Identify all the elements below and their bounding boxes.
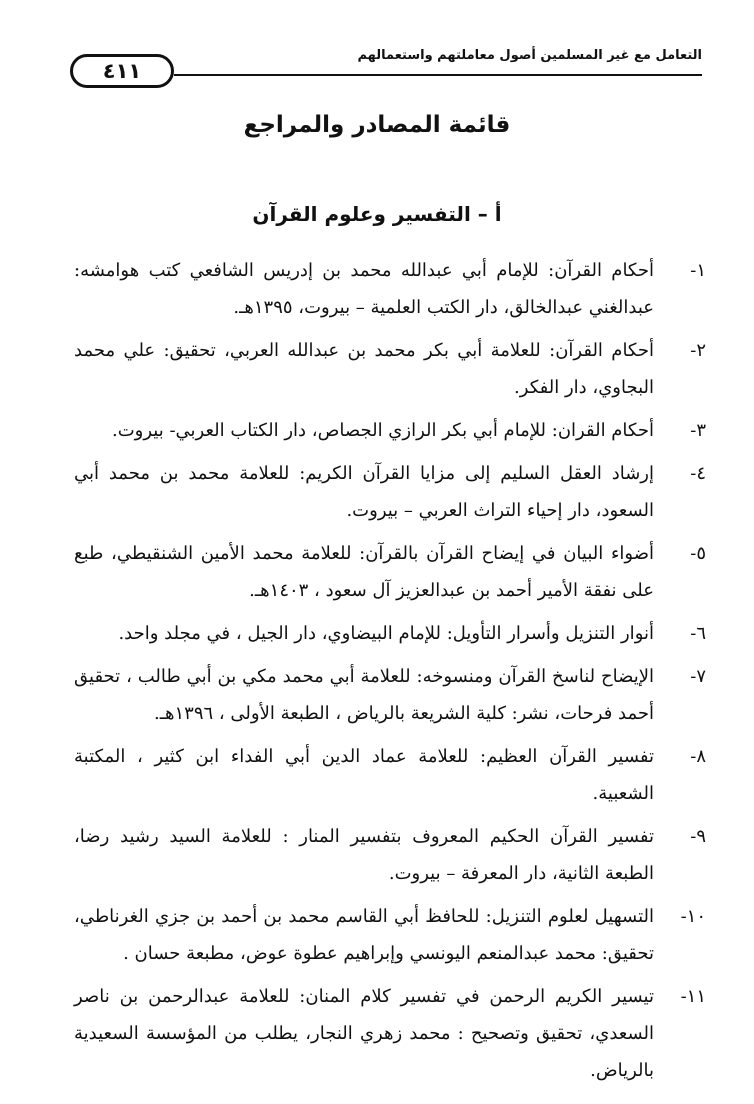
reference-number: ٧-	[690, 666, 706, 687]
reference-item	[74, 252, 706, 326]
reference-number: ٦-	[690, 623, 706, 644]
page-number: ٤١١	[102, 59, 142, 83]
reference-number: ١٠-	[680, 906, 706, 927]
reference-text: الإيضاح لناسخ القرآن ومنسوخه: للعلامة أبي محمد مكي بن أبي طالب ، تحقيق أحمد فرحات، نشر: كلية الشريعة بالرياض ، الطبعة الأولى ، ١٣٩٦هـ.	[74, 666, 654, 724]
reference-item	[74, 535, 706, 609]
reference-text: تيسير الكريم الرحمن في تفسير كلام المنان: للعلامة عبدالرحمن بن ناصر السعدي، تحقيق وتصحيح : محمد زهري النجار، يطلب من المؤسسة السعيدية بالرياض.	[74, 986, 654, 1081]
reference-number: ١١-	[680, 986, 706, 1007]
header-rule	[174, 74, 702, 76]
reference-list	[74, 252, 706, 1095]
running-title: التعامل مع غير المسلمين أصول معاملتهم واستعمالهم	[357, 48, 702, 63]
reference-item	[74, 818, 706, 892]
reference-item	[74, 738, 706, 812]
reference-item	[74, 412, 706, 449]
reference-number: ٥-	[690, 543, 706, 564]
reference-text: تفسير القرآن العظيم: للعلامة عماد الدين أبي الفداء ابن كثير ، المكتبة الشعبية.	[74, 746, 654, 804]
section-heading: أ – التفسير وعلوم القرآن	[252, 202, 502, 226]
reference-number: ١-	[690, 260, 706, 281]
running-header	[62, 44, 702, 104]
reference-text: أضواء البيان في إيضاح القرآن بالقرآن: للعلامة محمد الأمين الشنقيطي، طبع على نفقة الأمير أحمد بن عبدالعزيز آل سعود ، ١٤٠٣هـ.	[74, 543, 654, 601]
reference-item	[74, 455, 706, 529]
reference-item	[74, 615, 706, 652]
reference-number: ٤-	[690, 463, 706, 484]
reference-text: أحكام القرآن: للإمام أبي عبدالله محمد بن إدريس الشافعي كتب هوامشه: عبدالغني عبدالخالق، دار الكتب العلمية – بيروت، ١٣٩٥هـ.	[74, 260, 654, 318]
reference-number: ٨-	[690, 746, 706, 767]
reference-text: أحكام القران: للإمام أبي بكر الرازي الجصاص، دار الكتاب العربي- بيروت.	[111, 420, 654, 441]
page-number-badge	[70, 54, 174, 88]
page-title: قائمة المصادر والمراجع	[243, 112, 511, 138]
reference-number: ٢-	[690, 340, 706, 361]
reference-text: إرشاد العقل السليم إلى مزايا القرآن الكريم: للعلامة محمد بن محمد أبي السعود، دار إحياء التراث العربي – بيروت.	[74, 463, 654, 521]
reference-item	[74, 658, 706, 732]
reference-item	[74, 978, 706, 1089]
reference-item	[74, 898, 706, 972]
reference-item	[74, 332, 706, 406]
reference-number: ٩-	[690, 826, 706, 847]
reference-text: أنوار التنزيل وأسرار التأويل: للإمام البيضاوي، دار الجيل ، في مجلد واحد.	[118, 623, 654, 644]
reference-number: ٣-	[690, 420, 706, 441]
reference-text: أحكام القرآن: للعلامة أبي بكر محمد بن عبدالله العربي، تحقيق: علي محمد البجاوي، دار الفكر.	[74, 340, 654, 398]
reference-text: التسهيل لعلوم التنزيل: للحافظ أبي القاسم محمد بن أحمد بن جزي الغرناطي، تحقيق: محمد عبدالمنعم اليونسي وإبراهيم عطوة عوض، مطبعة حسان .	[74, 906, 654, 964]
reference-text: تفسير القرآن الحكيم المعروف بتفسير المنار : للعلامة السيد رشيد رضا، الطبعة الثانية، دار المعرفة – بيروت.	[74, 826, 654, 884]
